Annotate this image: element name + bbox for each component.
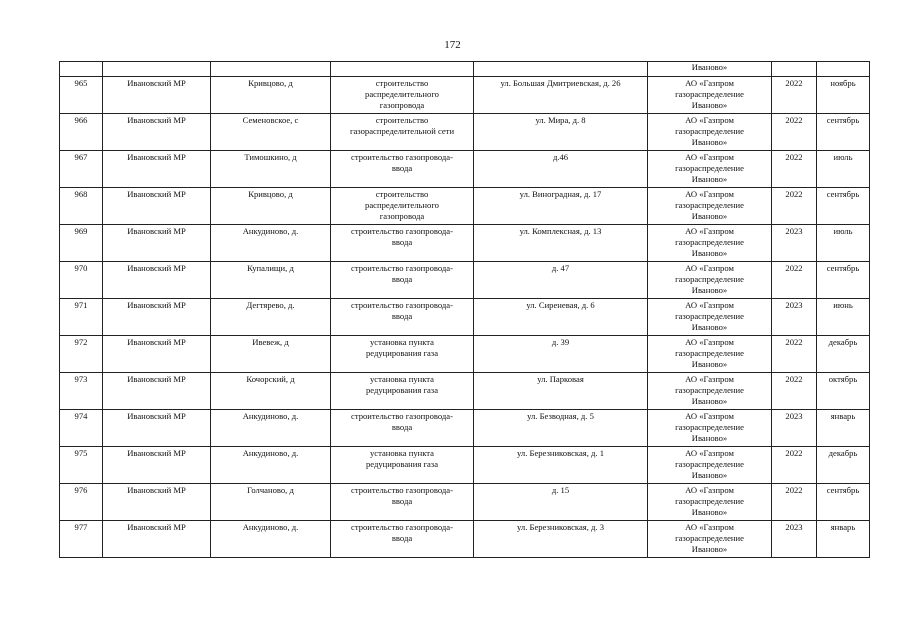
cell-work: строительство газопровода- ввода: [331, 151, 474, 188]
table-row: [60, 77, 870, 114]
cell-address: ул. Парковая: [474, 373, 648, 410]
cell-address: д.46: [474, 151, 648, 188]
cell-no: 972: [60, 336, 103, 373]
gasification-table: [59, 61, 870, 558]
cell-month: июль: [817, 225, 870, 262]
cell-work: установка пункта редуцирования газа: [331, 373, 474, 410]
table-row: [60, 336, 870, 373]
cell-district: Ивановский МР: [103, 188, 211, 225]
cell-org: АО «Газпром газораспределение Иваново»: [648, 521, 772, 558]
cell-locality: Анкудиново, д.: [211, 410, 331, 447]
cell-district: [103, 62, 211, 77]
cell-district: Ивановский МР: [103, 336, 211, 373]
cell-org: АО «Газпром газораспределение Иваново»: [648, 151, 772, 188]
cell-year: 2022: [772, 373, 817, 410]
cell-work: установка пункта редуцирования газа: [331, 336, 474, 373]
cell-address: ул. Виноградная, д. 17: [474, 188, 648, 225]
cell-year: 2023: [772, 410, 817, 447]
cell-address: ул. Безводная, д. 5: [474, 410, 648, 447]
cell-year: 2022: [772, 188, 817, 225]
cell-no: [60, 62, 103, 77]
cell-work: строительство газопровода- ввода: [331, 410, 474, 447]
cell-org: АО «Газпром газораспределение Иваново»: [648, 262, 772, 299]
cell-address: д. 47: [474, 262, 648, 299]
table-row: [60, 521, 870, 558]
cell-address: ул. Мира, д. 8: [474, 114, 648, 151]
cell-district: Ивановский МР: [103, 484, 211, 521]
table-row: [60, 114, 870, 151]
cell-address: [474, 62, 648, 77]
cell-org: Иваново»: [648, 62, 772, 77]
cell-month: январь: [817, 410, 870, 447]
cell-district: Ивановский МР: [103, 77, 211, 114]
cell-address: ул. Комплексная, д. 13: [474, 225, 648, 262]
cell-no: 973: [60, 373, 103, 410]
cell-locality: Голчаново, д: [211, 484, 331, 521]
cell-work: строительство распределительного газопровода: [331, 77, 474, 114]
cell-org: АО «Газпром газораспределение Иваново»: [648, 447, 772, 484]
cell-no: 966: [60, 114, 103, 151]
cell-org: АО «Газпром газораспределение Иваново»: [648, 225, 772, 262]
cell-org: АО «Газпром газораспределение Иваново»: [648, 484, 772, 521]
cell-work: строительство распределительного газопровода: [331, 188, 474, 225]
cell-work: установка пункта редуцирования газа: [331, 447, 474, 484]
cell-month: январь: [817, 521, 870, 558]
table-row: [60, 373, 870, 410]
cell-locality: Анкудиново, д.: [211, 225, 331, 262]
cell-address: ул. Березниковская, д. 3: [474, 521, 648, 558]
cell-no: 974: [60, 410, 103, 447]
cell-month: декабрь: [817, 336, 870, 373]
cell-address: д. 39: [474, 336, 648, 373]
cell-month: [817, 62, 870, 77]
cell-year: 2023: [772, 521, 817, 558]
cell-address: ул. Сиреневая, д. 6: [474, 299, 648, 336]
cell-work: строительство газопровода- ввода: [331, 262, 474, 299]
cell-work: строительство газопровода- ввода: [331, 225, 474, 262]
cell-year: 2022: [772, 484, 817, 521]
cell-address: ул. Березниковская, д. 1: [474, 447, 648, 484]
cell-month: сентябрь: [817, 484, 870, 521]
cell-district: Ивановский МР: [103, 447, 211, 484]
cell-no: 968: [60, 188, 103, 225]
cell-org: АО «Газпром газораспределение Иваново»: [648, 299, 772, 336]
cell-locality: Купалищи, д: [211, 262, 331, 299]
cell-district: Ивановский МР: [103, 373, 211, 410]
cell-no: 976: [60, 484, 103, 521]
cell-locality: Ивевеж, д: [211, 336, 331, 373]
cell-month: декабрь: [817, 447, 870, 484]
cell-year: 2022: [772, 262, 817, 299]
cell-work: [331, 62, 474, 77]
cell-year: [772, 62, 817, 77]
cell-month: сентябрь: [817, 188, 870, 225]
cell-work: строительство газопровода- ввода: [331, 484, 474, 521]
page-number: 172: [444, 39, 461, 51]
cell-district: Ивановский МР: [103, 151, 211, 188]
cell-locality: Кривцово, д: [211, 77, 331, 114]
cell-month: ноябрь: [817, 77, 870, 114]
cell-locality: Анкудиново, д.: [211, 521, 331, 558]
cell-org: АО «Газпром газораспределение Иваново»: [648, 114, 772, 151]
table-row: [60, 484, 870, 521]
cell-district: Ивановский МР: [103, 225, 211, 262]
cell-locality: Анкудиново, д.: [211, 447, 331, 484]
cell-month: июнь: [817, 299, 870, 336]
cell-month: июль: [817, 151, 870, 188]
cell-month: октябрь: [817, 373, 870, 410]
cell-district: Ивановский МР: [103, 521, 211, 558]
cell-org: АО «Газпром газораспределение Иваново»: [648, 373, 772, 410]
cell-no: 977: [60, 521, 103, 558]
cell-locality: Кочорский, д: [211, 373, 331, 410]
cell-locality: Семеновское, с: [211, 114, 331, 151]
table-row: [60, 410, 870, 447]
cell-locality: Кривцово, д: [211, 188, 331, 225]
cell-year: 2022: [772, 447, 817, 484]
cell-no: 975: [60, 447, 103, 484]
cell-year: 2023: [772, 225, 817, 262]
cell-address: д. 15: [474, 484, 648, 521]
cell-district: Ивановский МР: [103, 410, 211, 447]
cell-locality: Тимошкино, д: [211, 151, 331, 188]
table-row: [60, 262, 870, 299]
cell-locality: [211, 62, 331, 77]
cell-no: 971: [60, 299, 103, 336]
cell-year: 2022: [772, 336, 817, 373]
cell-district: Ивановский МР: [103, 114, 211, 151]
cell-year: 2022: [772, 151, 817, 188]
cell-address: ул. Большая Дмитриевская, д. 26: [474, 77, 648, 114]
continuation-row: [60, 62, 870, 77]
cell-work: строительство газопровода- ввода: [331, 521, 474, 558]
cell-locality: Дегтярево, д.: [211, 299, 331, 336]
cell-month: сентябрь: [817, 262, 870, 299]
cell-org: АО «Газпром газораспределение Иваново»: [648, 188, 772, 225]
cell-org: АО «Газпром газораспределение Иваново»: [648, 410, 772, 447]
cell-work: строительство газопровода- ввода: [331, 299, 474, 336]
cell-year: 2023: [772, 299, 817, 336]
cell-org: АО «Газпром газораспределение Иваново»: [648, 77, 772, 114]
table-row: [60, 151, 870, 188]
cell-org: АО «Газпром газораспределение Иваново»: [648, 336, 772, 373]
cell-no: 970: [60, 262, 103, 299]
table-row: [60, 225, 870, 262]
cell-year: 2022: [772, 77, 817, 114]
table-row: [60, 447, 870, 484]
table-row: [60, 188, 870, 225]
cell-district: Ивановский МР: [103, 299, 211, 336]
cell-year: 2022: [772, 114, 817, 151]
cell-work: строительство газораспределительной сети: [331, 114, 474, 151]
cell-no: 969: [60, 225, 103, 262]
cell-district: Ивановский МР: [103, 262, 211, 299]
table-row: [60, 299, 870, 336]
cell-no: 965: [60, 77, 103, 114]
table-body: [60, 62, 870, 558]
cell-month: сентябрь: [817, 114, 870, 151]
cell-no: 967: [60, 151, 103, 188]
